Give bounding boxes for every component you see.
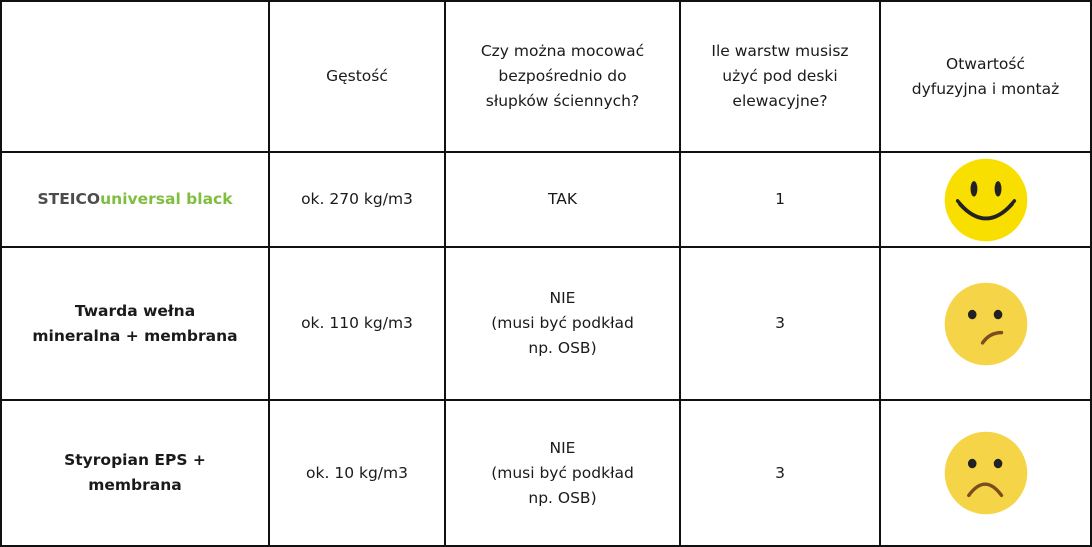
confused-face-icon (943, 281, 1029, 367)
material-name-eps: Styropian EPS + membrana (1, 400, 269, 546)
happy-face-icon (943, 157, 1029, 243)
layers-cell: 1 (680, 152, 880, 247)
density-cell: ok. 10 kg/m3 (269, 400, 445, 546)
layers-cell: 3 (680, 400, 880, 546)
header-layers: Ile warstw musisz użyć pod deski elewacyjne? (680, 1, 880, 152)
sad-face-icon (943, 430, 1029, 516)
table-row-eps (1, 400, 1091, 546)
brand-universal-black: universal black (100, 190, 233, 208)
rating-cell (880, 247, 1091, 400)
mount-cell: NIE (musi być podkład np. OSB) (445, 400, 680, 546)
density-cell: ok. 270 kg/m3 (269, 152, 445, 247)
header-diffusion-mounting: Otwartość dyfuzyjna i montaż (880, 1, 1091, 152)
header-density: Gęstość (269, 1, 445, 152)
mount-cell: NIE (musi być podkład np. OSB) (445, 247, 680, 400)
table-header-row (1, 1, 1091, 152)
header-empty-cell (1, 1, 269, 152)
rating-cell (880, 152, 1091, 247)
rating-cell (880, 400, 1091, 546)
table-row-steico (1, 152, 1091, 247)
table-row-mineral-wool (1, 247, 1091, 400)
layers-cell: 3 (680, 247, 880, 400)
density-cell: ok. 110 kg/m3 (269, 247, 445, 400)
mount-cell: TAK (445, 152, 680, 247)
material-name-mineral-wool: Twarda wełna mineralna + membrana (1, 247, 269, 400)
material-name-steico (1, 152, 269, 247)
header-direct-mount: Czy można mocować bezpośrednio do słupków ściennych? (445, 1, 680, 152)
brand-steico: STEICO (37, 190, 101, 208)
